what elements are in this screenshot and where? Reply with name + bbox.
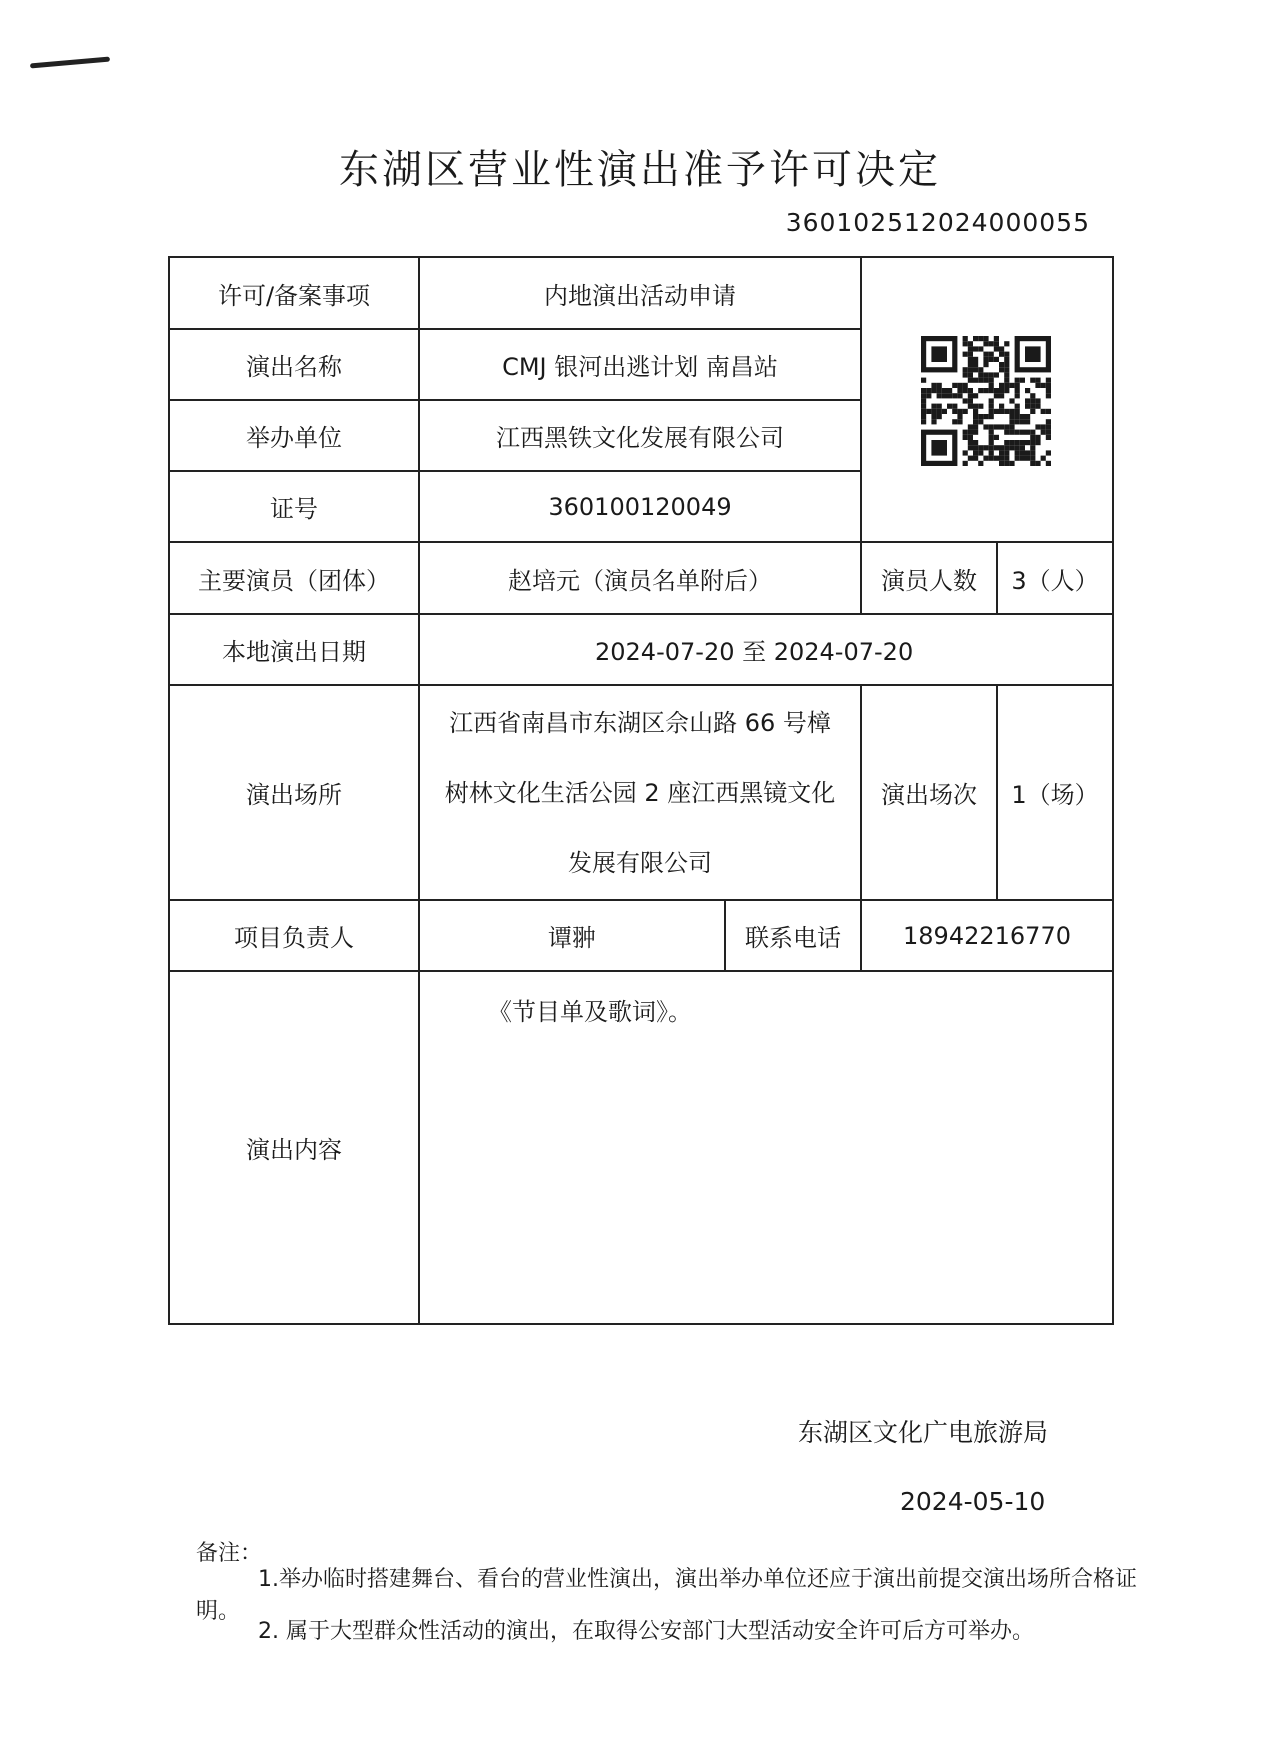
- venue-line: 树林文化生活公园 2 座江西黑镜文化: [444, 778, 836, 807]
- organizer-value: 江西黑铁文化发展有限公司: [496, 424, 784, 452]
- venue-line: 江西省南昌市东湖区佘山路 66 号樟: [449, 708, 831, 737]
- performer-count-value: 3（人）: [1011, 566, 1099, 595]
- sessions-value: 1（场）: [1011, 781, 1099, 809]
- manager-value: 谭翀: [548, 924, 596, 952]
- venue-line: 发展有限公司: [568, 848, 712, 877]
- sessions-label: 演出场次: [881, 781, 977, 809]
- show-name-label: 演出名称: [246, 353, 342, 381]
- permit-item-value: 内地演出活动申请: [544, 281, 736, 310]
- permit-item-label: 许可/备案事项: [217, 281, 371, 310]
- scan-mark: [30, 57, 110, 69]
- license-value: 360100120049: [548, 492, 732, 521]
- organizer-label: 举办单位: [246, 424, 342, 452]
- qr-code-icon: [921, 336, 1051, 466]
- performers-value: 赵培元（演员名单附后）: [508, 566, 772, 595]
- document-number: 360102512024000055: [785, 208, 1090, 237]
- note-item-continuation: 明。: [196, 1599, 241, 1624]
- venue-label: 演出场所: [246, 781, 342, 809]
- dates-label: 本地演出日期: [222, 638, 366, 666]
- content-value: 《节目单及歌词》。: [488, 998, 692, 1026]
- performers-label: 主要演员（团体）: [198, 566, 390, 595]
- issue-date: 2024-05-10: [900, 1487, 1046, 1516]
- content-cell: [420, 972, 1112, 1323]
- notes-label: 备注：: [196, 1541, 263, 1566]
- note-item: 2. 属于大型群众性活动的演出，在取得公安部门大型活动安全许可后方可举办。: [258, 1619, 1034, 1644]
- performer-count-label: 演员人数: [881, 566, 977, 595]
- manager-label: 项目负责人: [234, 924, 354, 952]
- show-name-value: CMJ 银河出逃计划 南昌站: [502, 353, 778, 381]
- content-label: 演出内容: [246, 1136, 342, 1164]
- license-label: 证号: [270, 495, 318, 523]
- phone-label: 联系电话: [745, 924, 841, 952]
- issuer-name: 东湖区文化广电旅游局: [798, 1418, 1049, 1447]
- venue-value: [420, 686, 860, 899]
- dates-value: 2024-07-20 至 2024-07-20: [595, 638, 914, 666]
- note-item: 1.举办临时搭建舞台、看台的营业性演出，演出举办单位还应于演出前提交演出场所合格证: [258, 1567, 1137, 1592]
- phone-value: 18942216770: [903, 921, 1071, 950]
- permit-form-table: [168, 256, 1114, 1325]
- document-title: 东湖区营业性演出准予许可决定: [339, 147, 941, 193]
